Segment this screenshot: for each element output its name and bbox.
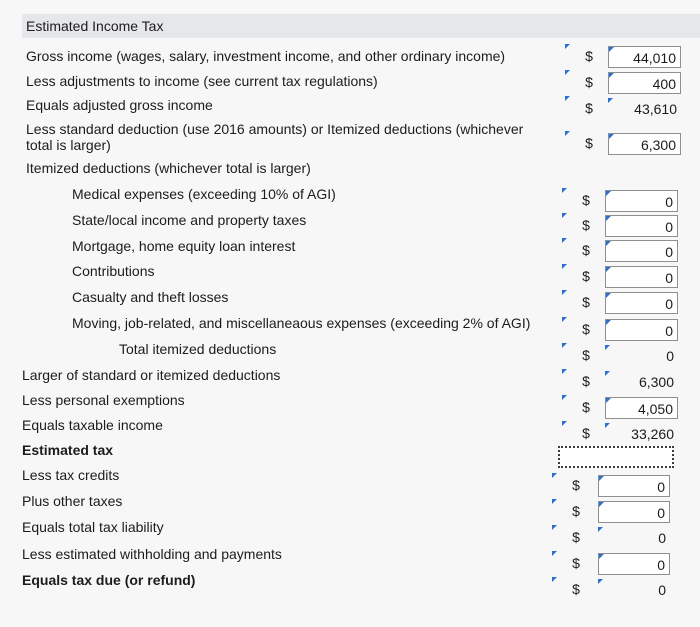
personal-exemptions-value[interactable]: 4,050 (605, 397, 678, 419)
form-title: Estimated Income Tax (26, 18, 164, 34)
tax-credits-value[interactable]: 0 (598, 475, 670, 497)
adjustments-value[interactable]: 400 (608, 72, 681, 94)
casualty-value[interactable]: 0 (605, 292, 678, 314)
label-tax-due: Equals tax due (or refund) (22, 572, 196, 588)
dollar-sign: $ (562, 264, 610, 288)
other-taxes-value[interactable]: 0 (598, 501, 670, 523)
dollar-sign: $ (562, 421, 610, 445)
dollar-sign: $ (562, 343, 610, 367)
dollar-sign: $ (562, 290, 610, 314)
larger-deduction-value: 6,300 (605, 371, 678, 393)
label-tax-credits: Less tax credits (22, 467, 120, 483)
withholding-value[interactable]: 0 (598, 553, 670, 575)
label-itemized-header: Itemized deductions (whichever total is larger) (26, 160, 311, 176)
tax-due-value: 0 (598, 579, 670, 601)
label-estimated-tax: Estimated tax (22, 442, 114, 458)
dollar-sign: $ (565, 44, 613, 68)
label-withholding: Less estimated withholding and payments (22, 546, 282, 562)
total-itemized-value: 0 (605, 345, 678, 367)
dollar-sign: $ (565, 96, 613, 120)
dollar-sign: $ (562, 188, 610, 212)
label-adjustments: Less adjustments to income (see current tax regulations) (26, 73, 378, 89)
label-other-taxes: Plus other taxes (22, 493, 123, 509)
dollar-sign: $ (562, 238, 610, 262)
label-standard-deduction-line2: total is larger) (26, 137, 111, 153)
mortgage-value[interactable]: 0 (605, 240, 678, 262)
label-taxable-income: Equals taxable income (22, 417, 163, 433)
label-moving: Moving, job-related, and miscellaneaous expenses (exceeding 2% of AGI) (72, 315, 531, 331)
label-contributions: Contributions (72, 263, 155, 279)
contributions-value[interactable]: 0 (605, 266, 678, 288)
moving-value[interactable]: 0 (605, 319, 678, 341)
dollar-sign: $ (562, 395, 610, 419)
label-state-local: State/local income and property taxes (72, 212, 307, 228)
estimated-tax-input[interactable] (558, 446, 674, 468)
label-mortgage: Mortgage, home equity loan interest (72, 238, 296, 254)
dollar-sign: $ (552, 473, 600, 497)
dollar-sign: $ (562, 317, 610, 341)
taxable-income-value: 33,260 (605, 423, 678, 445)
dollar-sign: $ (552, 525, 600, 549)
dollar-sign: $ (552, 577, 600, 601)
dollar-sign: $ (565, 70, 613, 94)
label-gross-income: Gross income (wages, salary, investment income, and other ordinary income) (26, 48, 506, 64)
dollar-sign: $ (562, 213, 610, 237)
dollar-sign: $ (562, 369, 610, 393)
gross-income-value[interactable]: 44,010 (608, 46, 681, 68)
total-liability-value: 0 (598, 527, 670, 549)
dollar-sign: $ (565, 131, 613, 155)
agi-value: 43,610 (608, 98, 681, 120)
label-agi: Equals adjusted gross income (26, 97, 213, 113)
label-personal-exemptions: Less personal exemptions (22, 392, 185, 408)
label-standard-deduction: Less standard deduction (use 2016 amounts) or Itemized deductions (whichever (26, 121, 524, 137)
state-local-value[interactable]: 0 (605, 215, 678, 237)
label-medical: Medical expenses (exceeding 10% of AGI) (72, 186, 336, 202)
dollar-sign: $ (552, 551, 600, 575)
label-total-liability: Equals total tax liability (22, 519, 164, 535)
label-casualty: Casualty and theft losses (72, 289, 229, 305)
label-total-itemized: Total itemized deductions (119, 341, 277, 357)
standard-deduction-value[interactable]: 6,300 (608, 133, 681, 155)
medical-value[interactable]: 0 (605, 190, 678, 212)
dollar-sign: $ (552, 499, 600, 523)
label-larger-deduction: Larger of standard or itemized deductions (22, 367, 281, 383)
